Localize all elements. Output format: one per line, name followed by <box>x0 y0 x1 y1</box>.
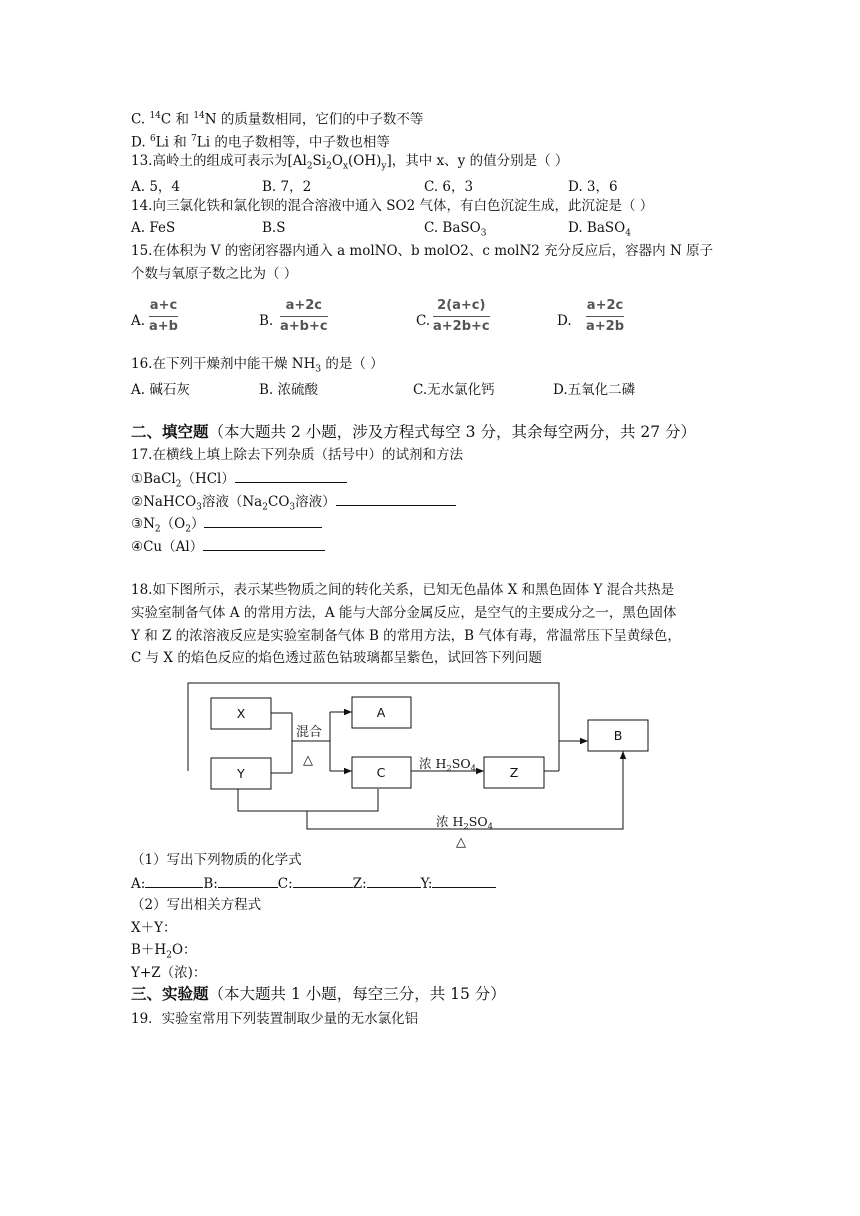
q12-option-c: C. $^{14}$C 和 $^{14}$N 的质量数相同，它们的中子数不等 <box>131 111 424 128</box>
label-conc-h2so4-2: 浓 $H_2SO_4$ <box>436 814 494 832</box>
label-mix: 混合 <box>296 725 323 740</box>
q16-stem: 16.在下列干燥剂中能干燥 $NH_3$ 的是（ ） <box>131 356 384 375</box>
q15-option-d-label: D. <box>557 313 572 329</box>
section-2-heading: 二、填空题（本大题共 2 小题，涉及方程式每空 3 分，其余每空两分，共 27 分） <box>131 423 697 441</box>
heat-symbol-1: △ <box>303 753 313 768</box>
q15-option-b-label: B. <box>259 313 274 329</box>
q18-stem-line2: 实验室制备气体 A 的常用方法，A 能与大部分金属反应，是空气的主要成分之一，黑色固体 <box>131 605 677 621</box>
q18-stem-line3: Y 和 Z 的浓溶液反应是实验室制备气体 B 的常用方法，B 气体有毒，常温常压下呈黄绿色， <box>131 628 681 644</box>
q18-equation-2: $B+H_2O$： <box>131 942 197 961</box>
bottom-bracket <box>238 789 378 811</box>
label-y: Y <box>237 766 245 781</box>
q19-stem: 19．实验室常用下列装置制取少量的无水氯化铝 <box>131 1011 419 1027</box>
q15-stem-line2: 个数与氧原子数之比为（ ） <box>131 266 298 282</box>
q18-part-1: （1）写出下列物质的化学式 <box>131 852 302 868</box>
q13-option-c: C. 6，3 <box>424 179 474 195</box>
q14-option-d: D. BaSO$_4$ <box>568 220 631 239</box>
q17-stem: 17.在横线上填上除去下列杂质（括号中）的试剂和方法 <box>131 447 463 463</box>
answer-blank-y[interactable] <box>432 874 496 888</box>
q14-stem: 14.向三氯化铁和氯化钡的混合溶液中通入 SO2 气体，有白色沉淀生成，此沉淀是（ ） <box>131 198 654 214</box>
q18-part-2: （2）写出相关方程式 <box>131 897 262 913</box>
q16-option-d: D.五氧化二磷 <box>553 382 636 398</box>
q13-option-d: D. 3，6 <box>568 179 618 195</box>
q14-option-b: B.S <box>262 220 286 236</box>
answer-blank-b[interactable] <box>218 874 278 888</box>
q15-option-a-label: A. <box>131 313 146 329</box>
q17-item-1: ①BaCl$_2$（HCl） <box>131 469 347 494</box>
q17-item-4: ④Cu（Al） <box>131 537 325 556</box>
label-c: C <box>376 765 386 780</box>
answer-blank-a[interactable] <box>145 874 203 888</box>
q15-option-d-fraction: a+2c a+2b <box>586 298 625 334</box>
section-3-heading: 三、实验题（本大题共 1 小题，每空三分，共 15 分） <box>131 985 506 1003</box>
answer-blank-z[interactable] <box>367 874 421 888</box>
q15-option-b-fraction: a+2c a+b+c <box>280 298 328 334</box>
label-x: X <box>236 706 246 721</box>
label-conc-h2so4-1: 浓 $H_2SO_4$ <box>419 756 477 774</box>
label-z: Z <box>509 765 519 780</box>
label-b: B <box>613 728 623 743</box>
q16-option-a: A. 碱石灰 <box>131 382 190 398</box>
heat-symbol-2: △ <box>456 835 466 850</box>
q15-stem-line1: 15.在体积为 V 的密闭容器内通入 a molNO、b molO2、c molN2 充分反应后，容器内 N 原子 <box>131 243 714 259</box>
q13-option-b: B. 7，2 <box>262 179 312 195</box>
q17-item-3: $③N_2(O_2)$ <box>131 514 322 539</box>
q16-option-c: C.无水氯化钙 <box>413 382 495 398</box>
q12-option-d: D. $^6$Li 和 $^7$Li 的电子数相等，中子数也相等 <box>131 134 390 151</box>
q15-option-c-label: C. <box>416 313 431 329</box>
q17-item-2: ②NaHCO$_3$溶液（$Na_2CO_3$溶液） <box>131 492 456 517</box>
q13-stem: 13.高岭土的组成可表示为$[Al_2Si_2O_x(OH)_y]$，其中 x、y 的值分别是（ ） <box>131 153 569 172</box>
q18-equation-3: Y+Z（浓)： <box>131 965 207 981</box>
q15-option-a-fraction: a+c a+b <box>149 298 178 334</box>
q18-stem-line1: 18.如下图所示，表示某些物质之间的转化关系，已知无色晶体 X 和黑色固体 Y 混合共热是 <box>131 582 675 598</box>
q16-option-b: B. 浓硫酸 <box>259 382 319 398</box>
q18-formula-blanks: A: B: C: Z: Y: <box>131 874 496 893</box>
q18-stem-line4: C 与 X 的焰色反应的焰色透过蓝色钴玻璃都呈紫色，试回答下列问题 <box>131 650 542 666</box>
label-a: A <box>376 705 386 720</box>
q13-option-a: A. 5，4 <box>131 179 181 195</box>
q14-option-a: A. FeS <box>131 220 176 236</box>
answer-blank-c[interactable] <box>293 874 353 888</box>
q15-option-c-fraction: 2(a+c) a+2b+c <box>433 298 490 334</box>
q18-equation-1: X＋Y： <box>131 920 177 936</box>
q14-option-c: C. BaSO$_3$ <box>424 220 487 239</box>
